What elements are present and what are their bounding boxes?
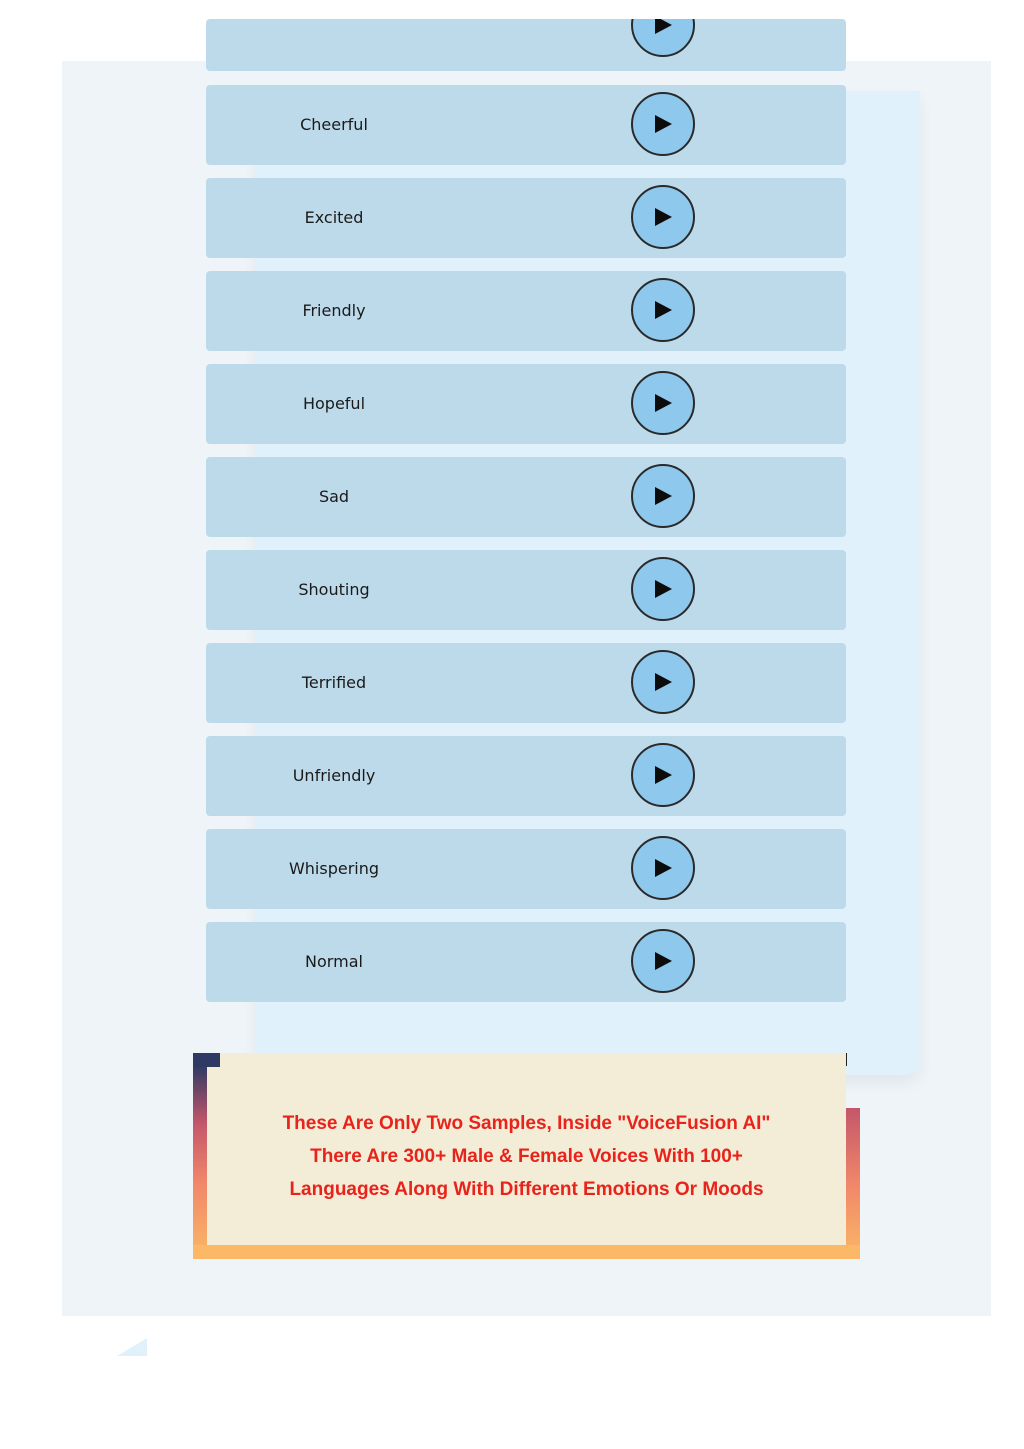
play-icon <box>655 859 672 877</box>
voice-row-partial <box>206 19 846 71</box>
play-button-cheerful[interactable] <box>631 92 695 156</box>
play-button-shouting[interactable] <box>631 557 695 621</box>
play-button-friendly[interactable] <box>631 278 695 342</box>
voice-label: Whispering <box>288 859 380 878</box>
notice-text <box>207 1107 846 1206</box>
notice-corner-accent <box>193 1053 220 1067</box>
play-button-unfriendly[interactable] <box>631 743 695 807</box>
voice-label: Excited <box>304 208 364 227</box>
voice-row-terrified <box>206 643 846 723</box>
play-icon <box>655 487 672 505</box>
notice-border-right <box>846 1108 860 1259</box>
voice-row-whispering <box>206 829 846 909</box>
samples-notice-box <box>193 1053 860 1259</box>
voice-row-hopeful <box>206 364 846 444</box>
notice-line-2: There Are 300+ Male & Female Voices With 100+ <box>310 1146 743 1167</box>
notice-tick-mark <box>846 1053 847 1066</box>
voice-row-friendly <box>206 271 846 351</box>
decorative-triangle-icon <box>117 1338 147 1356</box>
voice-row-shouting <box>206 550 846 630</box>
play-icon <box>655 115 672 133</box>
play-icon <box>655 208 672 226</box>
voice-row-normal <box>206 922 846 1002</box>
play-button-normal[interactable] <box>631 929 695 993</box>
voice-label: Cheerful <box>300 115 368 134</box>
play-icon <box>655 766 672 784</box>
voice-label: Friendly <box>302 301 366 320</box>
notice-border-bottom <box>193 1245 860 1259</box>
play-button-excited[interactable] <box>631 185 695 249</box>
play-icon <box>655 673 672 691</box>
notice-border-left <box>193 1065 207 1259</box>
play-button-terrified[interactable] <box>631 650 695 714</box>
voice-label: Hopeful <box>302 394 366 413</box>
voice-label: Unfriendly <box>292 766 376 785</box>
voice-label: Normal <box>305 952 363 971</box>
notice-line-1: These Are Only Two Samples, Inside "VoiceFusion AI" <box>282 1113 771 1134</box>
voice-row-cheerful <box>206 85 846 165</box>
play-icon <box>655 952 672 970</box>
voice-label: Sad <box>318 487 350 506</box>
play-button-sad[interactable] <box>631 464 695 528</box>
notice-line-3: Languages Along With Different Emotions Or Moods <box>289 1179 764 1200</box>
voice-row-unfriendly <box>206 736 846 816</box>
play-icon <box>655 394 672 412</box>
voice-row-excited <box>206 178 846 258</box>
play-button-hopeful[interactable] <box>631 371 695 435</box>
play-icon <box>655 19 672 34</box>
voice-row-sad <box>206 457 846 537</box>
voice-label: Terrified <box>301 673 367 692</box>
voice-label: Shouting <box>298 580 370 599</box>
play-button[interactable] <box>631 19 695 57</box>
play-icon <box>655 301 672 319</box>
play-icon <box>655 580 672 598</box>
play-button-whispering[interactable] <box>631 836 695 900</box>
